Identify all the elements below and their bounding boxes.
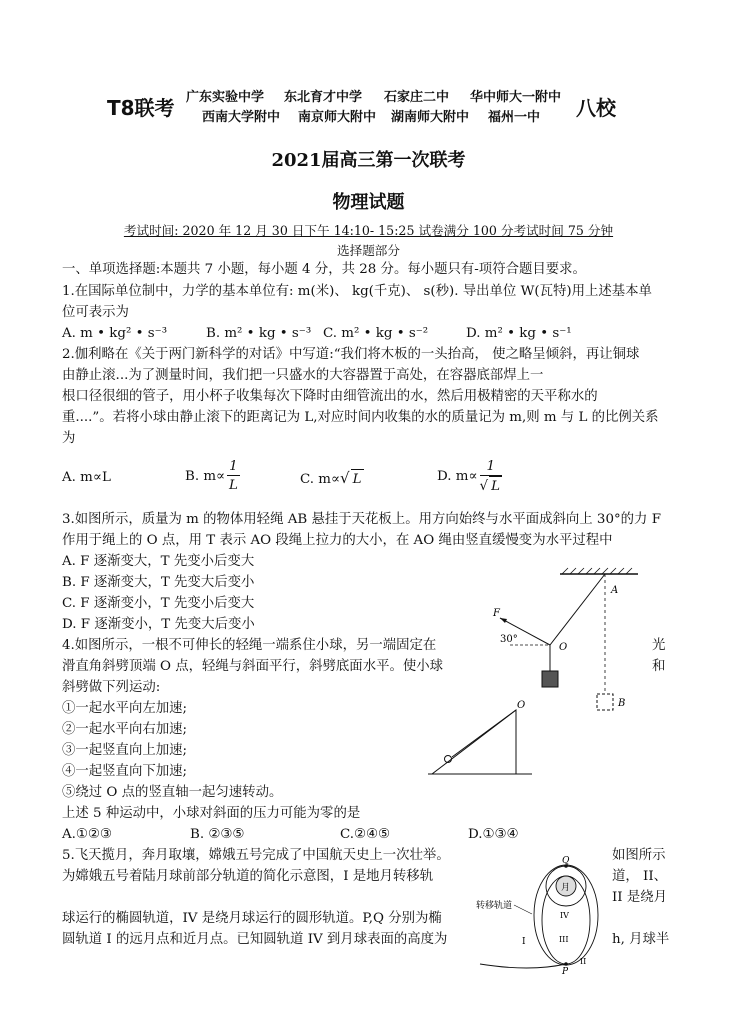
label-q: Q xyxy=(562,856,570,866)
school-name: 福州一中 xyxy=(488,110,541,125)
q2-stem-line: 根口径很细的管子，用小杯子收集每次下降时由细管流出的水，然后用极精密的天平称水的 xyxy=(62,389,598,404)
q4-option-c: C.②④⑤ xyxy=(340,827,391,842)
q2-stem-line: 2.伽利略在《关于两门新科学的对话》中写道:“我们将木板的一头抬高， 使之略呈倾斜，再让铜球 xyxy=(62,347,640,362)
q3-stem-line: 3.如图所示，质量为 m 的物体用轻绳 AB 悬挂于天花板上。用方向始终与水平面成斜向上 30°的力 F xyxy=(62,512,661,527)
q3-option-c: C. F 逐渐变小，T 先变小后变大 xyxy=(62,596,255,611)
q3-option-b: B. F 逐渐变大，T 先变大后变小 xyxy=(62,575,255,590)
exam-info: 考试时间: 2020 年 12 月 30 日下午 14:10- 15:25 试卷满分 100 分考试时间 75 分钟 xyxy=(123,223,614,238)
q1-stem-line: 1.在国际单位制中，力学的基本单位有: m(米)、 kg(千克)、 s(秒). 导出单位 W(瓦特)用上述基本单 xyxy=(62,284,652,299)
label-f: F xyxy=(493,608,500,619)
school-name: 石家庄二中 xyxy=(384,90,450,105)
q3-option-a: A. F 逐渐变大，T 先变小后变大 xyxy=(62,554,255,569)
transfer-orbit-path xyxy=(480,964,566,968)
q2-option-d: D. m∝ $\frac{1}{√ L}$ xyxy=(437,459,500,494)
school-name: 南京师大附中 xyxy=(298,110,377,125)
label-o: O xyxy=(559,642,568,653)
q1-option-b: B. m² • kg • s⁻³ xyxy=(206,326,312,341)
label-b: B xyxy=(618,698,626,709)
exam-title: 2021届高三第一次联考 xyxy=(271,150,466,171)
q5-stem-line: 球运行的椭圆轨道，IV 是绕月球运行的圆形轨道。P,Q 分别为椭 xyxy=(62,911,442,926)
q2-stem-line: 重....”。若将小球由静止滚下的距离记为 L,对应时间内收集的水的质量记为 m,则 m 与 L 的比例关系 xyxy=(62,410,659,425)
q4-option-d: D.①③④ xyxy=(468,827,519,842)
school-name: 广东实验中学 xyxy=(186,90,265,105)
leader-line xyxy=(514,905,532,914)
q4-figure xyxy=(428,696,532,778)
label-p: P xyxy=(562,967,569,976)
arrowhead-icon xyxy=(500,618,507,623)
label-transfer-orbit: 转移轨道 xyxy=(476,901,513,911)
label-ii: II xyxy=(580,957,587,966)
q1-option-c: C. m² • kg • s⁻² xyxy=(323,326,429,341)
label-angle: 30° xyxy=(500,634,518,645)
q5-orbit-figure xyxy=(470,852,610,976)
q4-motion-item: ②一起水平向右加速; xyxy=(62,722,188,737)
block-b-dashed xyxy=(597,694,613,710)
label-i: I xyxy=(522,937,526,947)
label-iii: III xyxy=(559,935,569,944)
exam-series-label: T8联考 xyxy=(107,96,175,120)
mass-block xyxy=(542,671,558,687)
q5-stem-line-right: h, 月球半 xyxy=(612,932,670,947)
ceiling-hatch xyxy=(562,568,632,574)
q1-stem-line: 位可表示为 xyxy=(62,305,129,320)
q4-option-b: B. ②③⑤ xyxy=(190,827,245,842)
label-o: O xyxy=(517,700,526,711)
section-heading: 选择题部分 xyxy=(337,243,400,258)
q3-stem-line: 作用于绳上的 O 点，用 T 表示 AO 段绳上拉力的大小，在 AO 绳由竖直缓慢变为水平过程中 xyxy=(62,533,613,548)
q4-stem-line-right: 光 xyxy=(652,638,666,653)
q4-motion-item: ①一起水平向左加速; xyxy=(62,701,188,716)
label-iv: IV xyxy=(560,911,569,920)
q2-option-c: C. m∝√ L xyxy=(300,468,364,490)
q5-stem-line-right: 如图所示 xyxy=(612,848,666,863)
q4-option-a: A.①②③ xyxy=(62,827,112,842)
label-a: A xyxy=(611,585,619,596)
q2-stem-line: 由静止滚...为了测量时间，我们把一只盛水的大容器置于高处，在容器底部焊上一 xyxy=(62,368,544,383)
q2-option-b: B. m∝ $\frac{1}{L}$ xyxy=(185,459,238,493)
q2-stem-line: 为 xyxy=(62,431,76,446)
q4-stem-line: 4.如图所示，一根不可伸长的轻绳一端系住小球，另一端固定在 xyxy=(62,638,437,653)
q2-option-a: A. m∝L xyxy=(62,470,111,485)
string-line xyxy=(452,710,516,757)
q4-motion-item: ③一起竖直向上加速; xyxy=(62,743,188,758)
school-name: 华中师大一附中 xyxy=(470,90,562,105)
school-name: 东北育才中学 xyxy=(284,90,363,105)
q5-stem-line-right: 道， II、 xyxy=(612,869,668,884)
q1-option-a: A. m • kg² • s⁻³ xyxy=(62,326,168,341)
q5-stem-line-right: II 是绕月 xyxy=(612,890,668,905)
q4-motion-item: ⑤绕过 O 点的竖直轴一起匀速转动。 xyxy=(62,785,283,800)
q5-stem-line: 5.飞天揽月，奔月取壤，嫦娥五号完成了中国航天史上一次壮举。 xyxy=(62,848,450,863)
rope-ao xyxy=(550,574,605,645)
q4-stem-line: 斜劈做下列运动: xyxy=(62,680,161,695)
q5-stem-line: 圆轨道 I 的远月点和近月点。已知圆轨道 IV 到月球表面的高度为 xyxy=(62,932,448,947)
label-moon: 月 xyxy=(561,883,571,893)
q4-stem-line: 滑直角斜劈顶端 O 点，轻绳与斜面平行，斜劈底面水平。使小球 xyxy=(62,659,444,674)
q3-option-d: D. F 逐渐变小，T 先变大后变小 xyxy=(62,617,255,632)
q4-question: 上述 5 种运动中，小球对斜面的压力可能为零的是 xyxy=(62,806,361,821)
point-p xyxy=(564,962,568,966)
part-instructions: 一、单项选择题:本题共 7 小题，每小题 4 分，共 28 分。每小题只有-项符合题目要求。 xyxy=(62,262,586,277)
eight-schools-label: 八校 xyxy=(576,96,616,120)
school-name: 西南大学附中 xyxy=(202,110,281,125)
q4-motion-item: ④一起竖直向下加速; xyxy=(62,764,188,779)
q4-stem-line-right: 和 xyxy=(652,659,666,674)
school-name: 湖南师大附中 xyxy=(391,110,470,125)
q1-option-d: D. m² • kg • s⁻¹ xyxy=(466,326,572,341)
subject-title: 物理试题 xyxy=(332,192,405,213)
q5-stem-line: 为嫦娥五号着陆月球前部分轨道的简化示意图，I 是地月转移轨 xyxy=(62,869,434,884)
